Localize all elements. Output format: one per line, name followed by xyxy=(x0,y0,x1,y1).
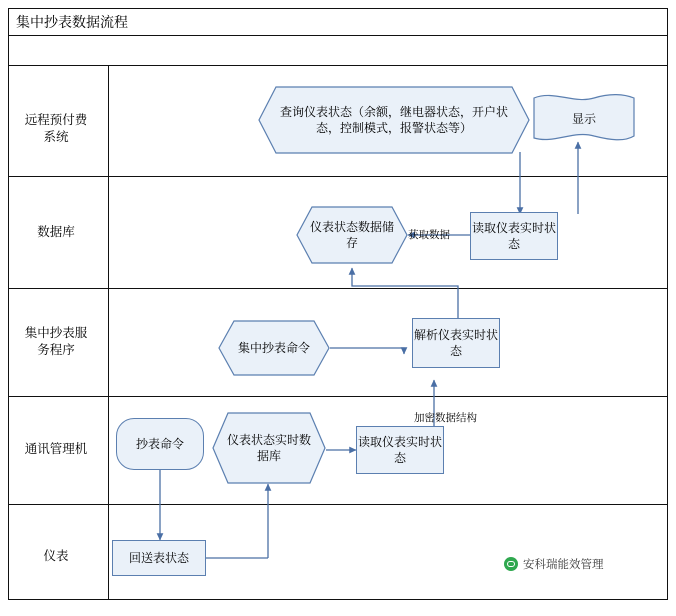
swimlane-label-remote-prepay-line1: 远程预付费 xyxy=(24,113,88,127)
node-read-meter-realtime-comm-label: 读取仪表实时状态 xyxy=(357,435,442,465)
swimlane-label-database xyxy=(10,224,102,241)
watermark-logo-icon xyxy=(504,557,518,571)
row-divider-4 xyxy=(8,504,668,505)
node-parse-meter-realtime-label: 解析仪表实时状态 xyxy=(413,328,498,358)
node-meter-status-store-label: 仪表状态数据储存 xyxy=(310,220,395,250)
swimlane-label-comm-manager xyxy=(10,441,102,458)
watermark-text: 安科瑞能效管理 xyxy=(523,559,604,571)
node-query-meter-status-label: 查询仪表状态（余额，继电器状态，开户状态，控制模式，报警状态等） xyxy=(279,105,508,135)
swimlane-label-remote-prepay xyxy=(10,112,102,146)
node-read-command[interactable] xyxy=(116,418,204,470)
swimlane-label-database-line1: 数据库 xyxy=(37,225,75,239)
row-divider-3 xyxy=(8,396,668,397)
swimlane-label-service-program xyxy=(10,325,102,359)
swimlane-label-service-program-line1: 集中抄表服 xyxy=(24,326,88,340)
node-meter-status-realtime-db[interactable] xyxy=(212,412,326,484)
diagram-title-bar xyxy=(8,8,668,36)
diagram-subheader-bar xyxy=(8,36,668,66)
node-collect-read-command[interactable] xyxy=(218,320,330,376)
swimlane-label-meter-line1: 仪表 xyxy=(43,549,69,563)
node-read-meter-realtime-db[interactable] xyxy=(470,212,558,260)
swimlane-label-service-program-line2: 务程序 xyxy=(37,343,75,357)
node-query-meter-status[interactable] xyxy=(258,86,530,154)
swimlane-label-remote-prepay-line2: 系统 xyxy=(43,130,69,144)
node-return-meter-status-label: 回送表状态 xyxy=(128,551,189,565)
node-meter-status-realtime-db-label: 仪表状态实时数据库 xyxy=(226,433,311,463)
node-read-command-label: 抄表命令 xyxy=(135,437,184,451)
node-read-meter-realtime-db-label: 读取仪表实时状态 xyxy=(471,221,556,251)
node-return-meter-status[interactable] xyxy=(112,540,206,576)
node-display-label: 显示 xyxy=(571,111,596,126)
swimlane-label-comm-manager-line1: 通讯管理机 xyxy=(24,442,88,456)
node-parse-meter-realtime[interactable] xyxy=(412,318,500,368)
edge-label-encrypted-structure: 加密数据结构 xyxy=(414,412,477,424)
row-divider-2 xyxy=(8,288,668,289)
edge-label-fetch-data: 获取数据 xyxy=(408,229,450,241)
swimlane-label-meter xyxy=(10,548,102,565)
node-display[interactable] xyxy=(532,92,636,144)
node-meter-status-store[interactable] xyxy=(296,206,408,264)
watermark xyxy=(504,556,604,572)
node-collect-read-command-label: 集中抄表命令 xyxy=(237,341,310,355)
page-title: 集中抄表数据流程 xyxy=(16,13,128,30)
column-divider xyxy=(108,66,109,600)
node-read-meter-realtime-comm[interactable] xyxy=(356,426,444,474)
row-divider-1 xyxy=(8,176,668,177)
